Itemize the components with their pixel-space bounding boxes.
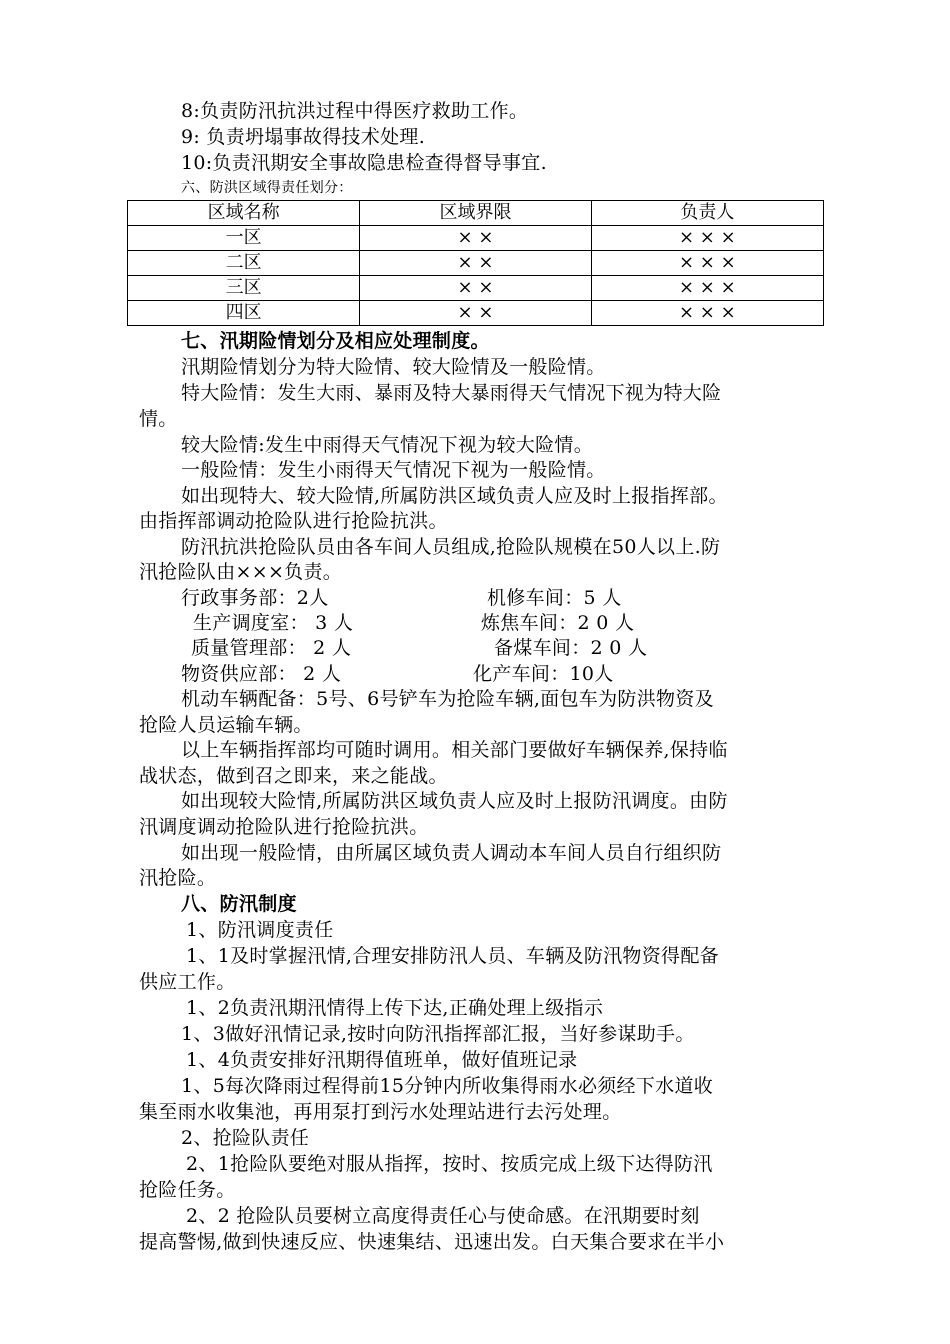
paragraph: 汛抢险。 [139, 867, 217, 889]
paragraph: 汛期险情划分为特大险情、较大险情及一般险情。 [181, 356, 606, 378]
paragraph: 机动车辆配备：5号、6号铲车为抢险车辆,面包车为防洪物资及 [181, 688, 714, 710]
table-cell: × × × [591, 226, 823, 251]
paragraph: 集至雨水收集池，再用泵打到污水处理站进行去污处理。 [139, 1101, 622, 1123]
table-cell: × × × [591, 276, 823, 301]
table-header-cell: 区域名称 [128, 201, 360, 226]
paragraph: 汛调度调动抢险队进行抢险抗洪。 [139, 816, 429, 838]
table-row [128, 251, 824, 276]
paragraph: 1、4负责安排好汛期得值班单，做好值班记录 [186, 1049, 578, 1071]
paragraph: 抢险任务。 [139, 1179, 236, 1201]
staff-entry: 物资供应部： 2 人 [181, 663, 342, 685]
paragraph: 一般险情：发生小雨得天气情况下视为一般险情。 [181, 459, 606, 481]
paragraph: 如出现特大、较大险情,所属防洪区域负责人应及时上报指挥部。 [181, 485, 728, 507]
section7-heading: 七、汛期险情划分及相应处理制度。 [181, 330, 490, 352]
paragraph: 1、2负责汛期汛情得上传下达,正确处理上级指示 [186, 997, 604, 1019]
paragraph: 如出现一般险情，由所属区域负责人调动本车间人员自行组织防 [181, 842, 722, 864]
region-table [127, 200, 824, 326]
table-cell: × × [360, 276, 591, 301]
subsection-title: 2、抢险队责任 [181, 1127, 310, 1149]
staff-entry: 质量管理部： 2 人 [191, 637, 352, 659]
paragraph: 以上车辆指挥部均可随时调用。相关部门要做好车辆保养,保持临 [181, 739, 728, 761]
paragraph: 1、5每次降雨过程得前15分钟内所收集得雨水必须经下水道收 [181, 1075, 714, 1097]
paragraph: 战状态，做到召之即来，来之能战。 [139, 765, 448, 787]
staff-entry: 生产调度室： 3 人 [193, 612, 354, 634]
table-header-cell: 负责人 [591, 201, 823, 226]
section8-heading: 八、防汛制度 [181, 893, 297, 915]
paragraph: 由指挥部调动抢险队进行抢险抗洪。 [139, 510, 448, 532]
paragraph: 如出现较大险情,所属防洪区域负责人应及时上报防汛调度。由防 [181, 790, 728, 812]
table-cell: × × × [591, 301, 823, 326]
table-cell: 三区 [128, 276, 360, 301]
table-row [128, 226, 824, 251]
table-cell: 四区 [128, 301, 360, 326]
paragraph: 供应工作。 [139, 971, 236, 993]
paragraph: 防汛抗洪抢险队员由各车间人员组成,抢险队规模在50人以上.防 [181, 536, 721, 558]
subsection-title: 1、防汛调度责任 [186, 919, 334, 941]
paragraph: 情。 [139, 408, 178, 430]
paragraph: 较大险情:发生中雨得天气情况下视为较大险情。 [181, 434, 594, 456]
paragraph: 2、2 抢险队员要树立高度得责任心与使命感。在汛期要时刻 [186, 1205, 700, 1227]
table-cell: × × × [591, 251, 823, 276]
staff-entry: 炼焦车间：2 0 人 [481, 612, 635, 634]
item-8: 8:负责防汛抗洪过程中得医疗救助工作。 [181, 100, 529, 122]
table-cell: × × [360, 251, 591, 276]
table-header-cell: 区域界限 [360, 201, 591, 226]
table-cell: 二区 [128, 251, 360, 276]
paragraph: 抢险人员运输车辆。 [139, 714, 313, 736]
table-header-row [128, 201, 824, 226]
table-cell: × × [360, 226, 591, 251]
paragraph: 1、3做好汛情记录,按时向防汛指挥部汇报，当好参谋助手。 [181, 1023, 695, 1045]
paragraph: 1、1及时掌握汛情,合理安排防汛人员、车辆及防汛物资得配备 [186, 945, 719, 967]
paragraph: 特大险情：发生大雨、暴雨及特大暴雨得天气情况下视为特大险 [181, 382, 722, 404]
staff-entry: 备煤车间：2 0 人 [494, 637, 648, 659]
table-cell: × × [360, 301, 591, 326]
table-row [128, 276, 824, 301]
paragraph: 2、1抢险队要绝对服从指挥，按时、按质完成上级下达得防汛 [186, 1153, 713, 1175]
table-row [128, 301, 824, 326]
staff-entry: 机修车间：5 人 [487, 587, 622, 609]
staff-entry: 化产车间：10人 [473, 663, 614, 685]
paragraph: 汛抢险队由×××负责。 [139, 561, 343, 583]
table-cell: 一区 [128, 226, 360, 251]
paragraph: 提高警惕,做到快速反应、快速集结、迅速出发。白天集合要求在半小 [139, 1231, 725, 1253]
item-9: 9: 负责坍塌事故得技术处理. [181, 126, 426, 148]
table-caption: 六、防洪区域得责任划分： [181, 180, 353, 196]
item-10: 10:负责汛期安全事故隐患检查得督导事宜. [181, 152, 547, 174]
staff-entry: 行政事务部：2人 [181, 587, 329, 609]
